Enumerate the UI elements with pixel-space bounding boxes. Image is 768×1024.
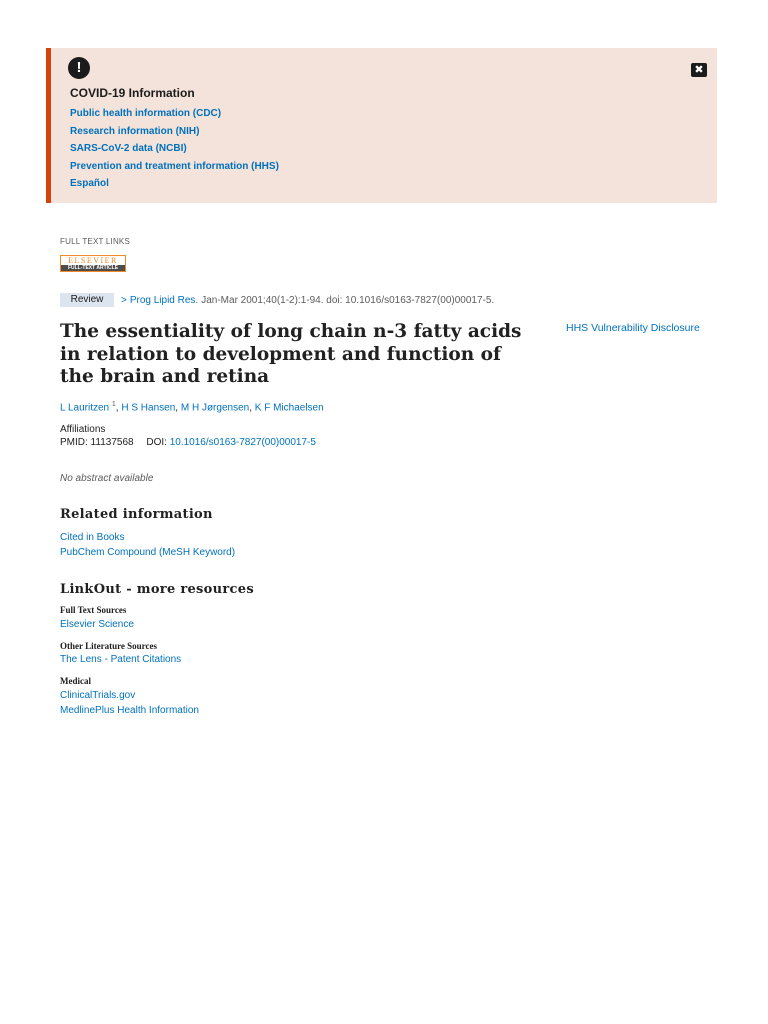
article-type-badge: Review: [60, 293, 114, 307]
chevron-right-icon: >: [121, 294, 127, 306]
linkout-group-title: Full Text Sources: [60, 605, 127, 615]
author-link[interactable]: L Lauritzen: [60, 402, 110, 414]
doi-label: DOI:: [146, 437, 167, 448]
banner-link-espanol[interactable]: Español: [70, 178, 109, 189]
banner-link-cdc[interactable]: Public health information (CDC): [70, 108, 222, 119]
linkout-group-title: Medical: [60, 676, 91, 686]
journal-link[interactable]: Prog Lipid Res.: [129, 294, 199, 306]
linkout-link-clinicaltrials[interactable]: ClinicalTrials.gov: [60, 690, 136, 701]
banner-link-nih[interactable]: Research information (NIH): [70, 125, 200, 137]
linkout-link-lens[interactable]: The Lens - Patent Citations: [60, 654, 182, 665]
banner-link-hhs[interactable]: Prevention and treatment information (HHS): [70, 160, 279, 172]
related-links: [60, 531, 235, 560]
related-information-heading: Related information: [60, 507, 213, 522]
banner-link-ncbi[interactable]: SARS-CoV-2 data (NCBI): [70, 143, 187, 154]
vulnerability-disclosure-link[interactable]: HHS Vulnerability Disclosure: [566, 322, 700, 334]
full-text-links-label: FULL TEXT LINKS: [60, 237, 130, 246]
affiliation-marker[interactable]: 1: [111, 401, 116, 408]
banner-links: [70, 105, 279, 193]
pmid: PMID: 11137568: [60, 437, 134, 448]
linkout-link-elsevier[interactable]: Elsevier Science: [60, 619, 134, 630]
close-icon[interactable]: ✖: [691, 63, 707, 77]
doi-link[interactable]: 10.1016/s0163-7827(00)00017-5: [169, 437, 316, 448]
author-link[interactable]: M H Jørgensen: [180, 402, 250, 414]
citation-row: [60, 293, 494, 307]
article-identifiers: [60, 437, 316, 448]
article-title: The essentiality of long chain n-3 fatty acids in relation to development and function of the brain and retina: [60, 321, 522, 387]
author-link[interactable]: H S Hansen: [121, 402, 176, 414]
related-link-cited-in-books[interactable]: Cited in Books: [60, 532, 125, 543]
linkout-link-medlineplus[interactable]: MedlinePlus Health Information: [60, 705, 199, 716]
elsevier-full-text-button[interactable]: [60, 255, 126, 272]
citation-details: Jan-Mar 2001;40(1-2):1-94. doi: 10.1016/s0163-7827(00)00017-5.: [201, 294, 495, 306]
covid-banner: [46, 48, 717, 203]
exclamation-icon: !: [68, 57, 90, 79]
linkout-heading: LinkOut - more resources: [60, 582, 254, 597]
banner-title: COVID-19 Information: [70, 86, 195, 100]
authors-list: L Lauritzen $^1$, H S Hansen, M H Jørgensen, K F Michaelsen: [60, 401, 324, 414]
related-link-pubchem[interactable]: PubChem Compound (MeSH Keyword): [60, 546, 236, 558]
no-abstract-note: No abstract available: [60, 473, 154, 484]
affiliations-toggle[interactable]: Affiliations: [60, 424, 106, 435]
elsevier-logo-text: ELSEVIER: [68, 256, 118, 265]
full-text-article-text: FULL-TEXT ARTICLE: [61, 265, 125, 271]
linkout-group-title: Other Literature Sources: [60, 641, 157, 651]
author-link[interactable]: K F Michaelsen: [254, 402, 324, 414]
